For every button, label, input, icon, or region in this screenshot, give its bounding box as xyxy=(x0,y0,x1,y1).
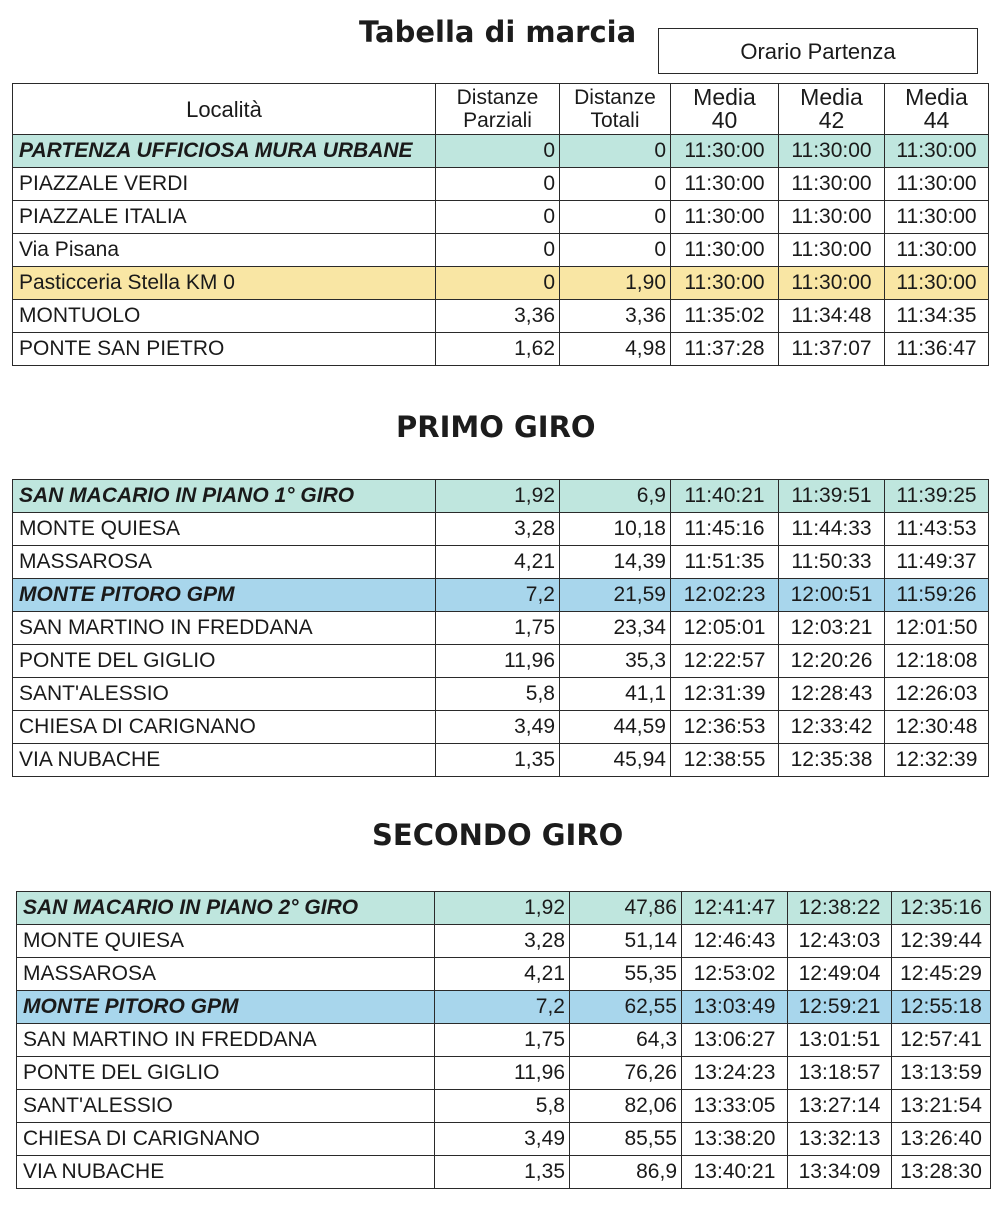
cell-distanza-parziale: 4,21 xyxy=(436,546,560,579)
timetable-primo-giro xyxy=(12,479,989,777)
cell-distanza-totale: 86,9 xyxy=(570,1156,682,1189)
cell-distanza-parziale: 0 xyxy=(436,135,560,168)
col-distanze-totali: Distanze Totali xyxy=(560,84,671,135)
cell-localita: CHIESA DI CARIGNANO xyxy=(17,1123,435,1156)
cell-orario-media-42: 11:34:48 xyxy=(779,300,885,333)
cell-distanza-totale: 55,35 xyxy=(570,958,682,991)
cell-orario-media-42: 12:28:43 xyxy=(779,678,885,711)
cell-orario-media-44: 12:45:29 xyxy=(892,958,991,991)
table-row xyxy=(17,991,991,1024)
cell-orario-media-44: 11:30:00 xyxy=(885,267,989,300)
cell-distanza-totale: 0 xyxy=(560,234,671,267)
cell-localita: SAN MARTINO IN FREDDANA xyxy=(13,612,436,645)
cell-distanza-totale: 35,3 xyxy=(560,645,671,678)
cell-localita: PONTE SAN PIETRO xyxy=(13,333,436,366)
cell-localita: MONTUOLO xyxy=(13,300,436,333)
cell-orario-media-40: 11:30:00 xyxy=(671,201,779,234)
table-row xyxy=(17,1024,991,1057)
cell-distanza-totale: 41,1 xyxy=(560,678,671,711)
cell-orario-media-42: 12:43:03 xyxy=(788,925,892,958)
cell-orario-media-44: 12:01:50 xyxy=(885,612,989,645)
cell-localita: PONTE DEL GIGLIO xyxy=(17,1057,435,1090)
cell-distanza-totale: 47,86 xyxy=(570,892,682,925)
cell-orario-media-42: 11:30:00 xyxy=(779,168,885,201)
cell-distanza-totale: 0 xyxy=(560,201,671,234)
cell-localita: MASSAROSA xyxy=(17,958,435,991)
cell-orario-media-44: 13:13:59 xyxy=(892,1057,991,1090)
cell-localita: SANT'ALESSIO xyxy=(17,1090,435,1123)
cell-orario-media-44: 12:35:16 xyxy=(892,892,991,925)
cell-orario-media-44: 12:39:44 xyxy=(892,925,991,958)
cell-orario-media-44: 11:59:26 xyxy=(885,579,989,612)
cell-orario-media-42: 11:30:00 xyxy=(779,267,885,300)
cell-distanza-parziale: 1,92 xyxy=(435,892,570,925)
cell-distanza-parziale: 1,92 xyxy=(436,480,560,513)
cell-orario-media-44: 11:36:47 xyxy=(885,333,989,366)
section-title-secondo-giro: SECONDO GIRO xyxy=(372,818,624,852)
cell-orario-media-42: 13:32:13 xyxy=(788,1123,892,1156)
cell-orario-media-40: 13:40:21 xyxy=(682,1156,788,1189)
cell-distanza-parziale: 3,28 xyxy=(436,513,560,546)
cell-orario-media-42: 11:39:51 xyxy=(779,480,885,513)
table-row xyxy=(17,1123,991,1156)
cell-orario-media-40: 12:38:55 xyxy=(671,744,779,777)
cell-orario-media-42: 12:00:51 xyxy=(779,579,885,612)
cell-orario-media-44: 11:30:00 xyxy=(885,201,989,234)
table-row xyxy=(13,333,989,366)
timetable-secondo-giro xyxy=(16,891,991,1189)
cell-localita: SAN MARTINO IN FREDDANA xyxy=(17,1024,435,1057)
table-header-row xyxy=(13,84,989,135)
cell-orario-media-44: 12:57:41 xyxy=(892,1024,991,1057)
cell-orario-media-42: 13:34:09 xyxy=(788,1156,892,1189)
cell-localita: MASSAROSA xyxy=(13,546,436,579)
cell-orario-media-44: 11:49:37 xyxy=(885,546,989,579)
cell-orario-media-42: 13:01:51 xyxy=(788,1024,892,1057)
cell-distanza-parziale: 0 xyxy=(436,234,560,267)
cell-localita: SAN MACARIO IN PIANO 1° GIRO xyxy=(13,480,436,513)
cell-distanza-totale: 3,36 xyxy=(560,300,671,333)
cell-orario-media-42: 11:30:00 xyxy=(779,201,885,234)
cell-localita: MONTE QUIESA xyxy=(13,513,436,546)
cell-distanza-parziale: 7,2 xyxy=(436,579,560,612)
table-row xyxy=(17,1090,991,1123)
cell-distanza-totale: 82,06 xyxy=(570,1090,682,1123)
cell-distanza-parziale: 11,96 xyxy=(436,645,560,678)
table-row xyxy=(17,925,991,958)
cell-localita: VIA NUBACHE xyxy=(13,744,436,777)
cell-localita: PIAZZALE ITALIA xyxy=(13,201,436,234)
cell-localita: SANT'ALESSIO xyxy=(13,678,436,711)
table-row xyxy=(13,612,989,645)
cell-orario-media-44: 12:26:03 xyxy=(885,678,989,711)
cell-orario-media-42: 11:30:00 xyxy=(779,135,885,168)
cell-orario-media-42: 11:50:33 xyxy=(779,546,885,579)
table-row xyxy=(13,135,989,168)
cell-distanza-parziale: 0 xyxy=(436,267,560,300)
cell-orario-media-44: 13:21:54 xyxy=(892,1090,991,1123)
cell-orario-media-44: 11:43:53 xyxy=(885,513,989,546)
cell-orario-media-40: 11:40:21 xyxy=(671,480,779,513)
cell-distanza-totale: 0 xyxy=(560,135,671,168)
cell-distanza-totale: 62,55 xyxy=(570,991,682,1024)
cell-distanza-totale: 64,3 xyxy=(570,1024,682,1057)
cell-orario-media-40: 12:41:47 xyxy=(682,892,788,925)
table-row xyxy=(13,168,989,201)
cell-distanza-parziale: 3,36 xyxy=(436,300,560,333)
table-row xyxy=(13,678,989,711)
orario-header xyxy=(658,28,978,74)
table-row xyxy=(17,1057,991,1090)
cell-localita: MONTE QUIESA xyxy=(17,925,435,958)
cell-orario-media-42: 11:30:00 xyxy=(779,234,885,267)
cell-distanza-totale: 45,94 xyxy=(560,744,671,777)
cell-orario-media-40: 12:22:57 xyxy=(671,645,779,678)
table-row xyxy=(13,267,989,300)
cell-distanza-parziale: 1,75 xyxy=(435,1024,570,1057)
cell-orario-media-40: 12:05:01 xyxy=(671,612,779,645)
cell-distanza-totale: 85,55 xyxy=(570,1123,682,1156)
col-distanze-parziali: Distanze Parziali xyxy=(436,84,560,135)
page-title: Tabella di marcia xyxy=(359,15,637,49)
table-row xyxy=(13,234,989,267)
cell-localita: PARTENZA UFFICIOSA MURA URBANE xyxy=(13,135,436,168)
cell-orario-media-44: 13:28:30 xyxy=(892,1156,991,1189)
cell-distanza-parziale: 1,62 xyxy=(436,333,560,366)
cell-orario-media-40: 13:03:49 xyxy=(682,991,788,1024)
cell-orario-media-40: 11:37:28 xyxy=(671,333,779,366)
cell-distanza-parziale: 0 xyxy=(436,168,560,201)
cell-orario-media-42: 12:38:22 xyxy=(788,892,892,925)
table-row xyxy=(13,711,989,744)
cell-distanza-totale: 76,26 xyxy=(570,1057,682,1090)
cell-orario-media-40: 12:36:53 xyxy=(671,711,779,744)
cell-distanza-totale: 10,18 xyxy=(560,513,671,546)
cell-distanza-parziale: 3,28 xyxy=(435,925,570,958)
col-localita: Località xyxy=(13,84,436,135)
col-media-40: Media 40 xyxy=(671,84,779,135)
cell-localita: PIAZZALE VERDI xyxy=(13,168,436,201)
cell-distanza-parziale: 1,35 xyxy=(436,744,560,777)
table-row xyxy=(17,892,991,925)
cell-localita: Via Pisana xyxy=(13,234,436,267)
cell-orario-media-40: 11:51:35 xyxy=(671,546,779,579)
cell-orario-media-42: 12:35:38 xyxy=(779,744,885,777)
cell-orario-media-44: 13:26:40 xyxy=(892,1123,991,1156)
cell-distanza-totale: 6,9 xyxy=(560,480,671,513)
cell-orario-media-40: 13:33:05 xyxy=(682,1090,788,1123)
cell-orario-media-44: 12:30:48 xyxy=(885,711,989,744)
cell-orario-media-44: 12:55:18 xyxy=(892,991,991,1024)
cell-orario-media-42: 11:37:07 xyxy=(779,333,885,366)
cell-distanza-parziale: 0 xyxy=(436,201,560,234)
table-row xyxy=(13,513,989,546)
cell-orario-media-44: 11:34:35 xyxy=(885,300,989,333)
cell-localita: SAN MACARIO IN PIANO 2° GIRO xyxy=(17,892,435,925)
cell-distanza-parziale: 11,96 xyxy=(435,1057,570,1090)
col-media-42: Media 42 xyxy=(779,84,885,135)
cell-distanza-parziale: 5,8 xyxy=(435,1090,570,1123)
cell-orario-media-44: 12:32:39 xyxy=(885,744,989,777)
cell-distanza-totale: 1,90 xyxy=(560,267,671,300)
timetable-start xyxy=(12,83,989,366)
cell-orario-media-40: 11:35:02 xyxy=(671,300,779,333)
table-row xyxy=(13,300,989,333)
cell-localita: MONTE PITORO GPM xyxy=(13,579,436,612)
table-row xyxy=(13,645,989,678)
cell-orario-media-40: 11:30:00 xyxy=(671,168,779,201)
cell-distanza-totale: 44,59 xyxy=(560,711,671,744)
cell-localita: VIA NUBACHE xyxy=(17,1156,435,1189)
cell-orario-media-44: 11:39:25 xyxy=(885,480,989,513)
cell-distanza-totale: 14,39 xyxy=(560,546,671,579)
table-row xyxy=(17,1156,991,1189)
table-row xyxy=(13,546,989,579)
table-row xyxy=(17,958,991,991)
col-media-44: Media 44 xyxy=(885,84,989,135)
cell-distanza-totale: 4,98 xyxy=(560,333,671,366)
cell-distanza-parziale: 5,8 xyxy=(436,678,560,711)
cell-orario-media-42: 12:49:04 xyxy=(788,958,892,991)
cell-orario-media-44: 12:18:08 xyxy=(885,645,989,678)
cell-distanza-totale: 21,59 xyxy=(560,579,671,612)
cell-orario-media-40: 13:24:23 xyxy=(682,1057,788,1090)
cell-distanza-totale: 23,34 xyxy=(560,612,671,645)
cell-orario-media-40: 12:53:02 xyxy=(682,958,788,991)
cell-orario-media-40: 11:30:00 xyxy=(671,267,779,300)
cell-orario-media-42: 12:59:21 xyxy=(788,991,892,1024)
cell-orario-media-42: 13:27:14 xyxy=(788,1090,892,1123)
cell-orario-media-42: 12:33:42 xyxy=(779,711,885,744)
cell-distanza-parziale: 4,21 xyxy=(435,958,570,991)
cell-orario-media-42: 11:44:33 xyxy=(779,513,885,546)
table-row xyxy=(13,579,989,612)
cell-orario-media-44: 11:30:00 xyxy=(885,168,989,201)
cell-localita: CHIESA DI CARIGNANO xyxy=(13,711,436,744)
table-row xyxy=(13,744,989,777)
cell-orario-media-40: 11:45:16 xyxy=(671,513,779,546)
cell-distanza-parziale: 3,49 xyxy=(436,711,560,744)
cell-distanza-parziale: 7,2 xyxy=(435,991,570,1024)
cell-orario-media-40: 12:46:43 xyxy=(682,925,788,958)
cell-orario-media-42: 12:03:21 xyxy=(779,612,885,645)
cell-distanza-parziale: 1,75 xyxy=(436,612,560,645)
cell-localita: MONTE PITORO GPM xyxy=(17,991,435,1024)
cell-orario-media-40: 12:31:39 xyxy=(671,678,779,711)
cell-orario-media-42: 12:20:26 xyxy=(779,645,885,678)
cell-orario-media-40: 11:30:00 xyxy=(671,135,779,168)
cell-distanza-totale: 51,14 xyxy=(570,925,682,958)
cell-orario-media-40: 13:06:27 xyxy=(682,1024,788,1057)
section-title-primo-giro: PRIMO GIRO xyxy=(396,410,596,444)
cell-distanza-parziale: 1,35 xyxy=(435,1156,570,1189)
orario-partenza-label: Orario Partenza xyxy=(659,29,978,74)
cell-localita: PONTE DEL GIGLIO xyxy=(13,645,436,678)
table-row xyxy=(13,480,989,513)
cell-distanza-parziale: 3,49 xyxy=(435,1123,570,1156)
cell-orario-media-40: 12:02:23 xyxy=(671,579,779,612)
cell-orario-media-44: 11:30:00 xyxy=(885,234,989,267)
cell-orario-media-40: 11:30:00 xyxy=(671,234,779,267)
cell-localita: Pasticceria Stella KM 0 xyxy=(13,267,436,300)
cell-orario-media-40: 13:38:20 xyxy=(682,1123,788,1156)
cell-orario-media-42: 13:18:57 xyxy=(788,1057,892,1090)
cell-distanza-totale: 0 xyxy=(560,168,671,201)
cell-orario-media-44: 11:30:00 xyxy=(885,135,989,168)
table-row xyxy=(13,201,989,234)
